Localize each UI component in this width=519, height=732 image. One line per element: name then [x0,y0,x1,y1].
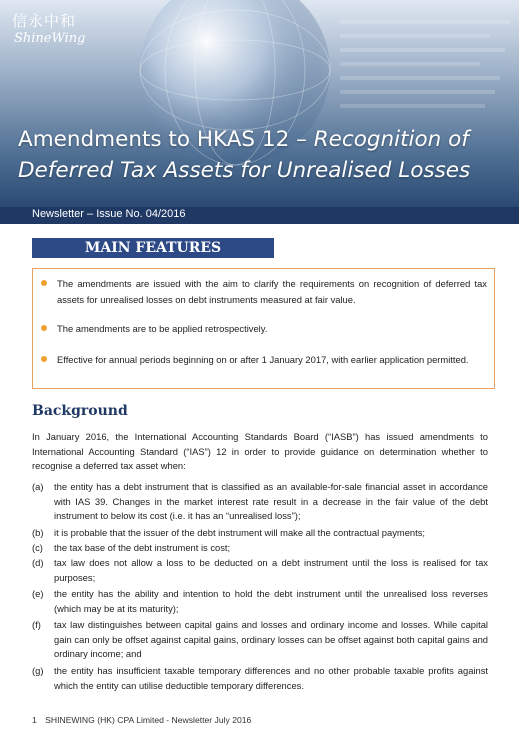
main-features-heading: MAIN FEATURES [32,238,274,258]
header-banner [0,0,519,207]
list-item-text: the entity has the ability and intention to hold the debt instrument until the unrealised loss reverses (which may be at its maturity); [54,588,488,614]
issue-text: Newsletter – Issue No. 04/2016 [32,208,186,220]
bullet-dot-icon [41,325,47,331]
background-heading: Background [32,403,128,419]
logo-english-text: ShineWing [14,31,86,46]
bullet-dot-icon [41,356,47,362]
list-item-text: the entity has insufficient taxable temporary differences and no other probable taxable profits against which the entity can utilise deductible temporary differences. [54,665,488,691]
list-item-text: the entity has a debt instrument that is classified as an available-for-sale financial asset in accordance with IAS 39. Changes in the market interest rate result in a decrease in the fair value of the debt instrument to below its cost (i.e. it has an “unrealised loss”); [54,481,488,521]
list-item-text: tax law distinguishes between capital gains and losses and ordinary income and losses. While capital gain can only be offset against capital gains, ordinary losses can be offset against both capital gains and ordinary income; and [54,619,488,659]
list-item-label: (f) [32,619,41,630]
list-item-label: (d) [32,557,44,568]
shinewing-logo [8,6,86,52]
list-item-text: the tax base of the debt instrument is cost; [54,542,231,553]
background-intro: In January 2016, the International Accounting Standards Board (“IASB”) has issued amendments to International Accounting Standard (“IAS”) 12 in order to provide guidance on determination whether to recognise a deferred tax asset when: [32,431,488,471]
issue-bar [0,207,519,224]
main-features-box [32,268,495,389]
footer-text: SHINEWING (HK) CPA Limited - Newsletter July 2016 [45,715,252,725]
page-footer [32,715,251,725]
page-number: 1 [32,715,37,725]
list-item-label: (c) [32,542,43,553]
bullet-dot-icon [41,280,47,286]
list-item-text: it is probable that the issuer of the debt instrument will make all the contractual payments; [54,527,426,538]
list-item-label: (g) [32,665,44,676]
list-item-text: tax law does not allow a loss to be deducted on a debt instrument until the loss is realised for tax purposes; [54,557,488,583]
feature-bullet-2: The amendments are to be applied retrospectively. [57,323,268,334]
list-item-label: (e) [32,588,44,599]
list-item-label: (b) [32,527,44,538]
newsletter-title [18,124,513,186]
feature-bullet-3: Effective for annual periods beginning on or after 1 January 2017, with earlier application permitted. [57,354,469,365]
feature-bullet-1: The amendments are issued with the aim to clarify the requirements on recognition of deferred tax assets for unrealised losses on debt instruments measured at fair value. [57,278,487,305]
title-plain: Amendments to HKAS 12 – [18,127,314,152]
list-item-label: (a) [32,481,44,492]
title-italic-line2: Deferred Tax Assets for Unrealised Losses [18,158,471,183]
title-italic-line1: Recognition of [313,127,469,152]
logo-chinese-text: 信永中和 [12,12,77,30]
